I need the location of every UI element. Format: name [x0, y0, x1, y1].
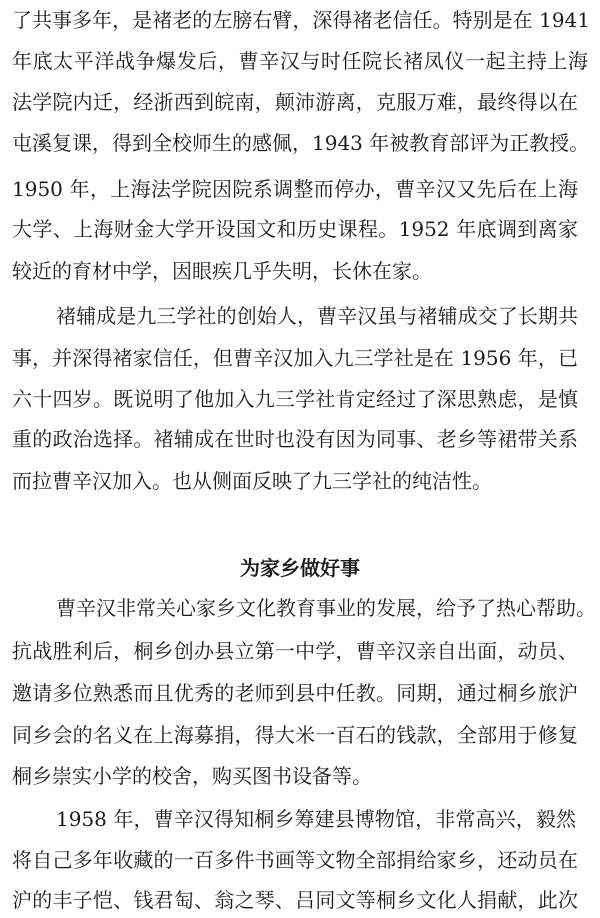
text-line: 1950 年，上海法学院因院系调整而停办，曹辛汉又先后在上海 — [12, 177, 578, 201]
text-line: 年底太平洋战争爆发后，曹辛汉与时任院长褚凤仪一起主持上海 — [12, 49, 588, 73]
text-line: 而拉曹辛汉加入。也从侧面反映了九三学社的纯洁性。 — [12, 469, 492, 493]
text-line: 较近的育材中学，因眼疾几乎失明，长休在家。 — [12, 259, 432, 283]
text-line: 曹辛汉非常关心家乡文化教育事业的发展，给予了热心帮助。 — [56, 596, 596, 620]
text-line: 桐乡崇实小学的校舍，购买图书设备等。 — [12, 764, 372, 788]
text-line: 六十四岁。既说明了他加入九三学社肯定经过了深思熟虑，是慎 — [12, 387, 578, 411]
text-line: 事，并深得褚家信任，但曹辛汉加入九三学社是在 1956 年，已 — [12, 346, 578, 370]
text-line: 了共事多年，是褚老的左膀右臂，深得褚老信任。特别是在 1941 — [12, 8, 590, 32]
text-line: 重的政治选择。褚辅成在世时也没有因为同事、老乡等裙带关系 — [12, 427, 578, 451]
text-line: 同乡会的名义在上海募捐，得大米一百石的钱款，全部用于修复 — [12, 723, 578, 747]
text-line: 将自己多年收藏的一百多件书画等文物全部捐给家乡，还动员在 — [12, 848, 578, 872]
text-line: 法学院内迁，经浙西到皖南，颠沛游离，克服万难，最终得以在 — [12, 90, 578, 114]
text-line: 大学、上海财金大学开设国文和历史课程。1952 年底调到离家 — [12, 217, 578, 241]
text-line: 褚辅成是九三学社的创始人，曹辛汉虽与褚辅成交了长期共 — [56, 304, 578, 328]
text-line: 屯溪复课，得到全校师生的感佩，1943 年被教育部评为正教授。 — [12, 131, 590, 155]
section-heading: 为家乡做好事 — [240, 556, 360, 580]
text-line: 邀请多位熟悉而且优秀的老师到县中任教。同期，通过桐乡旅沪 — [12, 681, 578, 705]
text-line: 1958 年，曹辛汉得知桐乡筹建县博物馆，非常高兴，毅然 — [56, 807, 576, 831]
text-line: 沪的丰子恺、钱君匋、翁之琴、吕同文等桐乡文化人捐献，此次 — [12, 888, 578, 912]
text-line: 抗战胜利后，桐乡创办县立第一中学，曹辛汉亲自出面，动员、 — [12, 639, 578, 663]
